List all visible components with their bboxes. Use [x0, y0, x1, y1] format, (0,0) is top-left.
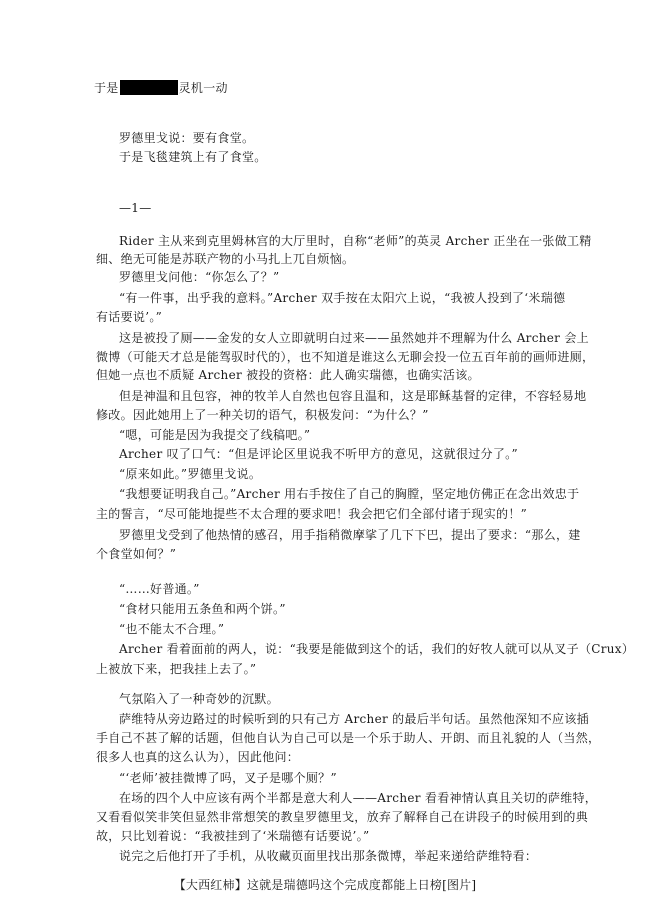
- intro-line-1: [94, 79, 228, 97]
- paragraph-line: “有一件事，出乎我的意料。”Archer 双手按在太阳穴上说，“我被人投到了‘米瑞德: [119, 291, 566, 305]
- paragraph-line: 主的誓言，“尽可能地提些不太合理的要求吧！我会把它们全部付诸于现实的！”: [96, 507, 528, 521]
- intro-text-before-redaction: 于是: [94, 81, 119, 95]
- redaction-bar: [120, 80, 178, 95]
- paragraph-line: 罗德里戈受到了他热情的感召，用手指稍微摩挲了几下下巴，提出了要求：“那么，建: [119, 528, 581, 542]
- paragraph-line: 但是神温和且包容，神的牧羊人自然也包容且温和，这是耶稣基督的定律，不容轻易地: [119, 389, 587, 403]
- intro-line-2: 罗德里戈说：要有食堂。: [119, 131, 255, 145]
- paragraph-line: 个食堂如何？”: [96, 547, 177, 561]
- paragraph-line: 这是被投了厕——金发的女人立即就明白过来——虽然她并不理解为什么 Archer 会上: [119, 331, 589, 345]
- paragraph-line: 手自己不甚了解的话题，但他自认为自己可以是一个乐于助人、开朗、而且礼貌的人（当然，: [96, 731, 601, 745]
- paragraph-line: Archer 看着面前的两人，说：“我要是能做到这个的话，我们的好牧人就可以从叉子（Crux）: [119, 642, 635, 656]
- paragraph-line: 萨维特从旁边路过的时候听到的只有己方 Archer 的最后半句话。虽然他深知不应该插: [119, 712, 589, 726]
- paragraph-line: “嗯，可能是因为我提交了线稿吧。”: [119, 428, 311, 442]
- paragraph-line: 很多人也真的这么认为），因此他问：: [96, 750, 300, 764]
- paragraph-line: 有话要说’。”: [96, 310, 163, 324]
- paragraph-line: 罗德里戈问他：“你怎么了？”: [119, 270, 280, 284]
- paragraph-line: Rider 主从来到克里姆林宫的大厅里时，自称“老师”的英灵 Archer 正坐在一张做工精: [119, 234, 592, 248]
- paragraph-line: 修改。因此她用上了一种关切的语气，积极发问：“为什么？”: [96, 408, 429, 422]
- paragraph-line: “‘老师’被挂微博了吗，叉子是哪个厕？”: [119, 771, 337, 785]
- paragraph-line: “……好普通。”: [119, 582, 200, 596]
- paragraph-line: 但她一点也不质疑 Archer 被投的资格：此人确实瑞德，也确实活该。: [96, 368, 480, 382]
- paragraph-line: 在场的四个人中应该有两个半都是意大利人——Archer 看看神情认真且关切的萨维特，: [119, 791, 598, 805]
- paragraph-line: “我想要证明我自己。”Archer 用右手按住了自己的胸膛，坚定地仿佛正在念出效忠于: [119, 487, 580, 501]
- paragraph-line: “原来如此。”罗德里戈说。: [119, 467, 262, 481]
- paragraph-line: 气氛陷入了一种奇妙的沉默。: [119, 692, 279, 706]
- paragraph-line: 微博（可能天才总是能驾驭时代的），也不知道是谁这么无聊会投一位五百年前的画师进厕，: [96, 350, 595, 364]
- paragraph-line: “也不能太不合理。”: [119, 622, 225, 636]
- section-marker: —1—: [119, 201, 152, 215]
- paragraph-line: 说完之后他打开了手机，从收藏页面里找出那条微博，举起来递给萨维特看：: [119, 849, 538, 863]
- paragraph-line: “食材只能用五条鱼和两个饼。”: [119, 602, 286, 616]
- image-caption: 【大西红柿】这就是瑞德吗这个完成度都能上日榜[图片]: [173, 878, 477, 892]
- paragraph-line: 上被放下来，把我挂上去了。”: [96, 662, 257, 676]
- paragraph-line: 又看看似笑非笑但显然非常想笑的教皇罗德里戈，放弃了解释自己在讲段子的时候用到的典: [96, 810, 589, 824]
- paragraph-line: 细、绝无可能是苏联产物的小马扎上兀自烦恼。: [96, 252, 355, 266]
- paragraph-line: Archer 叹了口气：“但是评论区里说我不听甲方的意见，这就很过分了。”: [119, 447, 518, 461]
- intro-text-after-redaction: 灵机一动: [178, 81, 228, 95]
- paragraph-line: 故，只比划着说：“我被挂到了‘米瑞德有话要说’。”: [96, 829, 370, 843]
- intro-line-3: 于是飞毯建筑上有了食堂。: [119, 150, 267, 164]
